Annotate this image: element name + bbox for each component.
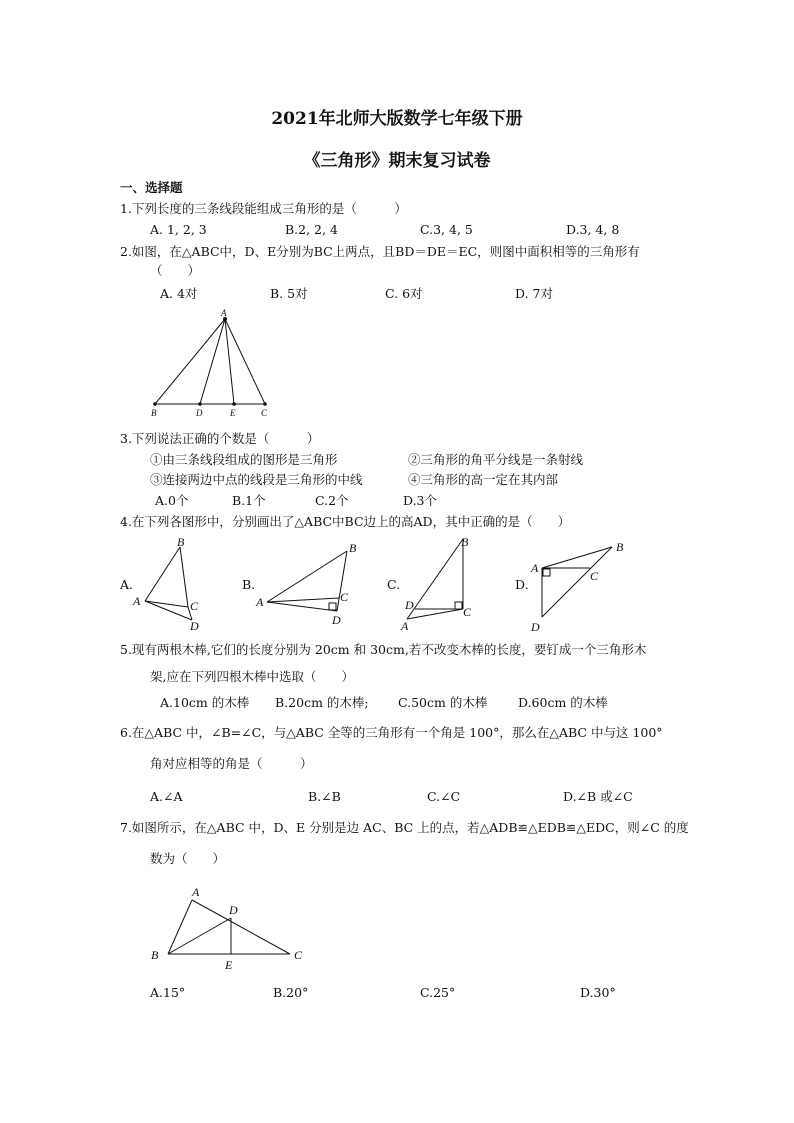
q2-triangle-figure [140, 305, 290, 420]
q7-option-d[interactable]: D.30° [580, 985, 616, 1000]
q3-statement-1: ①由三条线段组成的图形是三角形 [150, 452, 338, 467]
q4-figure-c [395, 535, 485, 635]
q4-figure-b [255, 535, 370, 635]
q1-option-a[interactable]: A. 1, 2, 3 [150, 222, 207, 237]
svg-text:C: C [590, 569, 599, 583]
q4-option-a[interactable]: A. [120, 577, 134, 592]
q7-label-a: A [192, 885, 200, 899]
q2-stem: 2.如图，在△ABC中，D、E分别为BC上两点，且BD＝DE＝EC，则图中面积相等的三角形有 [120, 244, 640, 259]
q4-figure-d [528, 535, 633, 635]
svg-text:A: A [401, 619, 409, 633]
q2-label-a: A [221, 308, 227, 318]
q7-label-c: C [294, 948, 303, 962]
svg-text:B: B [177, 535, 185, 549]
q7-stem-line2: 数为（ ） [150, 851, 226, 866]
q3-option-a[interactable]: A.0个 [155, 493, 189, 508]
q2-option-a[interactable]: A. 4对 [160, 286, 198, 301]
q1-option-b[interactable]: B.2, 2, 4 [285, 222, 338, 237]
svg-text:D: D [190, 619, 199, 633]
q2-option-d[interactable]: D. 7对 [515, 286, 553, 301]
q7-stem-line1: 7.如图所示，在△ABC 中，D、E 分别是边 AC、BC 上的点，若△ADB≌△EDB≌△EDC，则∠C 的度 [120, 820, 689, 835]
q2-label-d: D [196, 408, 203, 418]
q6-stem-line1: 6.在△ABC 中，∠B=∠C，与△ABC 全等的三角形有一个角是 100°，那么在△ABC 中与这 100° [120, 725, 663, 740]
q6-option-a[interactable]: A.∠A [150, 789, 183, 804]
svg-text:D: D [405, 598, 414, 612]
q6-option-b[interactable]: B.∠B [308, 789, 341, 804]
q5-option-a[interactable]: A.10cm 的木棒 [160, 695, 250, 710]
q7-label-e: E [225, 958, 233, 972]
svg-text:B: B [349, 541, 357, 555]
q4-option-c[interactable]: C. [387, 577, 401, 592]
q3-option-c[interactable]: C.2个 [315, 493, 349, 508]
svg-text:C: C [463, 605, 472, 619]
q4-option-d[interactable]: D. [515, 577, 529, 592]
q4-option-b[interactable]: B. [242, 577, 256, 592]
q1-option-d[interactable]: D.3, 4, 8 [566, 222, 620, 237]
q6-option-c[interactable]: C.∠C [427, 789, 461, 804]
q4-figure-a [130, 535, 210, 635]
q2-option-c[interactable]: C. 6对 [385, 286, 423, 301]
page-title: 2021年北师大版数学七年级下册 [271, 109, 523, 129]
q7-triangle-figure [145, 880, 315, 975]
q3-statement-3: ③连接两边中点的线段是三角形的中线 [150, 472, 363, 487]
svg-text:D: D [531, 620, 540, 634]
svg-text:A: A [133, 594, 141, 608]
q5-option-d[interactable]: D.60cm 的木棒 [518, 695, 608, 710]
q7-label-b: B [151, 948, 159, 962]
q7-option-a[interactable]: A.15° [150, 985, 186, 1000]
q7-option-b[interactable]: B.20° [273, 985, 309, 1000]
q5-option-b[interactable]: B.20cm 的木棒; [275, 695, 369, 710]
q5-option-c[interactable]: C.50cm 的木棒 [398, 695, 488, 710]
svg-text:B: B [616, 540, 624, 554]
svg-text:D: D [332, 613, 341, 627]
q5-stem-line1: 5.现有两根木棒,它们的长度分别为 20cm 和 30cm,若不改变木棒的长度，要钉成一个三角形木 [120, 642, 647, 657]
svg-text:A: A [531, 561, 539, 575]
q3-stem: 3.下列说法正确的个数是（ ） [120, 431, 320, 446]
q2-label-e: E [230, 408, 236, 418]
q3-statement-4: ④三角形的高一定在其内部 [408, 472, 559, 487]
q6-stem-line2: 角对应相等的角是（ ） [150, 756, 313, 771]
svg-text:A: A [256, 595, 264, 609]
section-heading: 一、选择题 [120, 180, 183, 195]
q3-option-d[interactable]: D.3个 [403, 493, 438, 508]
page-subtitle: 《三角形》期末复习试卷 [303, 151, 491, 171]
q2-option-b[interactable]: B. 5对 [270, 286, 308, 301]
q1-stem: 1.下列长度的三条线段能组成三角形的是（ ） [120, 201, 407, 216]
q6-option-d[interactable]: D.∠B 或∠C [563, 789, 633, 804]
svg-text:B: B [461, 535, 469, 549]
q4-stem: 4.在下列各图形中，分别画出了△ABC中BC边上的高AD，其中正确的是（ ） [120, 514, 571, 529]
q1-option-c[interactable]: C.3, 4, 5 [420, 222, 473, 237]
q7-option-c[interactable]: C.25° [420, 985, 456, 1000]
q2-label-b: B [151, 408, 157, 418]
q2-answer-paren: （ ） [150, 263, 201, 278]
q3-option-b[interactable]: B.1个 [232, 493, 266, 508]
q2-label-c: C [261, 408, 268, 418]
svg-text:C: C [190, 599, 199, 613]
q3-statement-2: ②三角形的角平分线是一条射线 [408, 452, 584, 467]
q5-stem-line2: 架,应在下列四根木棒中选取（ ） [150, 669, 354, 684]
q7-label-d: D [229, 903, 238, 917]
svg-text:C: C [340, 590, 349, 604]
